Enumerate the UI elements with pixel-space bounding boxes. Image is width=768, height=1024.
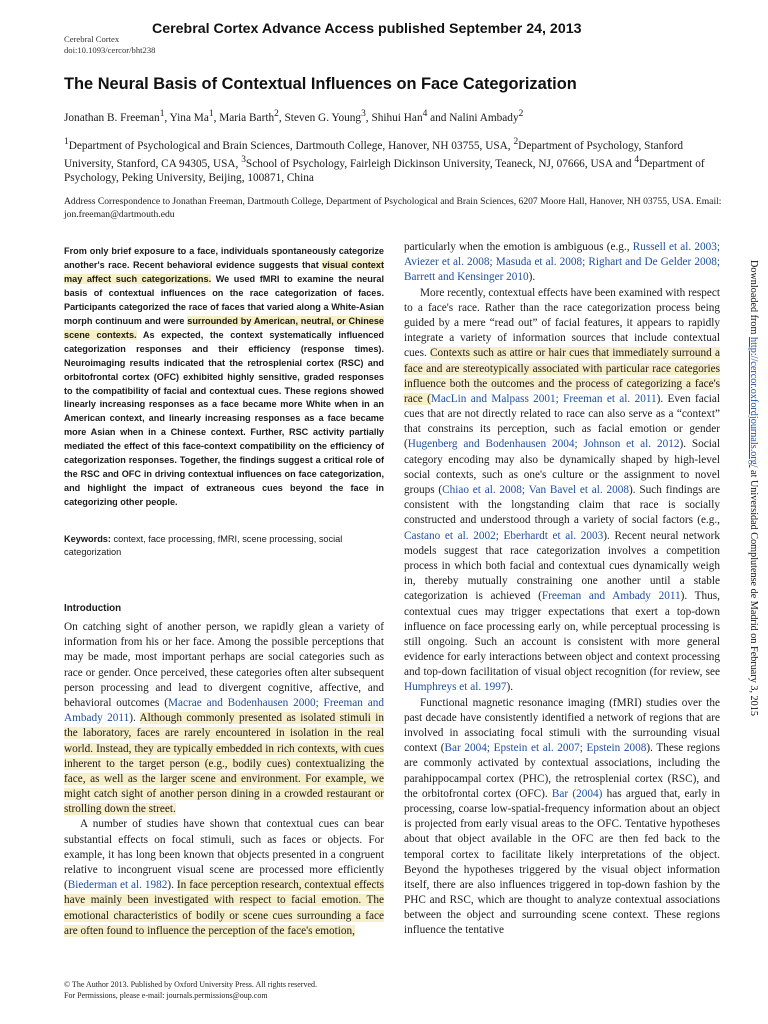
- author-separator: ,: [213, 111, 220, 124]
- paragraph-text: ). Recent neural network models suggest that race categorization involves a competition process in which both facial and contextual cues dynamically weigh in, thereby mutually constraining one another until a stable categorization is achieved (: [404, 529, 720, 603]
- paragraph: [404, 240, 720, 286]
- paper-title: The Neural Basis of Contextual Influences on Face Categorization: [64, 75, 577, 93]
- highlighted-text: In face perception research, contextual effects have mainly been investigated with respect to facial emotion. The emotional characteristics of bodily or scene cues surrounding a face are often found to influence the perception of the face's emotion,: [64, 879, 384, 937]
- citation-link[interactable]: Castano et al. 2002; Eberhardt et al. 2003: [404, 529, 604, 542]
- keywords-label: Keywords:: [64, 534, 111, 544]
- citation-link[interactable]: Humphreys et al. 1997: [404, 681, 507, 694]
- author-separator: and: [427, 111, 450, 124]
- highlighted-text: Contexts such as attire or hair cues that immediately surround a face and are stereotypically associated with particular race categories influence both the outcomes and the process of categorizing a face's race (: [404, 347, 720, 405]
- paragraph-text: ).: [167, 879, 177, 892]
- author-separator: ,: [278, 111, 285, 124]
- paragraph-text: ). Such findings are consistent with the longstanding claim that race is socially constructed and understood through a variety of social factors (e.g.,: [404, 484, 720, 527]
- highlighted-text: Although commonly presented as isolated stimuli in the laboratory, faces are rarely encountered in isolation in the real world. Instead, they are typically embedded in rich contexts, with cues inherent to the target person (e.g., bodily cues) contextualizing the face, as well as the larger scene and environment. For example, we might catch sight of another person dining in a crowded restaurant or strolling down the street.: [64, 712, 384, 816]
- paragraph-text: ). Social category encoding may also be dynamically shaped by high-level social contexts, such as one's culture or the assignment to novel groups (: [404, 438, 720, 496]
- citation-link[interactable]: Biederman et al. 1982: [67, 879, 168, 892]
- permissions-line: For Permissions, please e-mail: journals.permissions@oup.com: [64, 990, 268, 1000]
- correspondence-address: Address Correspondence to Jonathan Freeman, Dartmouth College, Department of Psychological and Brain Sciences, 6207 Moore Hall, Hanover, NH 03755, USA. Email: jon.freeman@dartmouth.edu: [64, 196, 722, 220]
- body-column-left: [64, 620, 384, 939]
- affiliation-number: 3: [241, 154, 246, 165]
- author-name: Maria Barth: [219, 111, 275, 124]
- journal-doi: doi:10.1093/cercor/bht238: [64, 45, 156, 55]
- affiliation-text: Department of Psychology, Stanford University, Stanford, CA 94305, USA,: [64, 139, 684, 170]
- author-affiliation-mark: 2: [518, 109, 524, 119]
- copyright-footer: [64, 980, 317, 1001]
- keywords: [64, 533, 384, 559]
- affiliation-text: School of Psychology, Fairleigh Dickinson University, Teaneck, NJ, 07666, USA and: [245, 157, 635, 170]
- citation-link[interactable]: Macrae and Bodenhausen 2000; Freeman and Ambady 2011: [64, 696, 384, 725]
- affiliation-text: Department of Psychological and Brain Sciences, Dartmouth College, Hanover, NH 03755, USA,: [68, 139, 514, 152]
- affiliation-text: Department of Psychology, Peking University, Beijing, 100871, China: [64, 157, 705, 184]
- author-affiliation-mark: 2: [274, 109, 279, 119]
- journal-info: [64, 34, 155, 56]
- author-name: Yina Ma: [169, 111, 209, 124]
- journal-name: Cerebral Cortex: [64, 34, 120, 44]
- paragraph: [404, 286, 720, 696]
- abstract-highlight: visual context may affect such categorizations.: [64, 259, 384, 284]
- paragraph: [64, 620, 384, 817]
- paragraph-text: ). These regions are commonly activated by contextual associations, including the parahippocampal cortex (PHC), the retrosplenial cortex (RSC), and the orbitofrontal cortex (OFC).: [404, 742, 720, 800]
- affiliation-number: 4: [634, 154, 640, 165]
- paragraph-text: ).: [129, 712, 140, 725]
- paragraph: [64, 817, 384, 939]
- citation-link[interactable]: Bar 2004; Epstein et al. 2007; Epstein 2008: [444, 742, 647, 755]
- paragraph-text: ). Thus, contextual cues may trigger expectations that exert a top-down influence on face processing early on, while perceptual processing is still ongoing. Such an account is consistent with more general evidence for early interactions between object and context processing and top-down facilitation of visual object recognition (for review, see: [404, 590, 720, 679]
- author-name: Shihui Han: [371, 111, 423, 124]
- affiliation-number: 2: [513, 137, 519, 147]
- body-column-right: [404, 240, 720, 939]
- paragraph-text: particularly when the emotion is ambiguous (e.g.,: [404, 241, 633, 253]
- paragraph-text: has argued that, early in processing, coarse low-spatial-frequency information about an object is projected from early visual areas to the OFC. Tentative hypotheses about that object available in the OFC are then fed back to the temporal cortex to facilitate likely interpretations of the object. Beyond the hypotheses triggered by the visual object information itself, there are also influences triggered in top-down fashion by the PHC and RSC, which are thought to analyze contextual associations between the object and surrounding scene context. These regions influence the tentative: [404, 787, 720, 937]
- abstract-text: From only brief exposure to a face, individuals spontaneously categorize another's race. Recent behavioral evidence suggests that: [64, 246, 384, 270]
- citation-link[interactable]: Russell et al. 2003; Aviezer et al. 2008; Masuda et al. 2008; Righart and De Gelder 2008; Barrett and Kensinger 2010: [404, 241, 720, 284]
- paragraph-text: On catching sight of another person, we rapidly glean a variety of information from his or her face. Among the possible perceptions that may be made, most important perhaps are social categories such as race or gender. Once perceived, these categories often alter subsequent person processing and lead to divergent cognitive, affective, and behavioral outcomes (: [64, 621, 384, 709]
- affiliation-number: 1: [64, 137, 69, 147]
- author-affiliation-mark: 3: [361, 109, 366, 119]
- citation-link[interactable]: Hugenberg and Bodenhausen 2004; Johnson et al. 2012: [407, 438, 680, 451]
- author-separator: ,: [365, 111, 372, 124]
- author-list: [64, 109, 523, 124]
- side-note-prefix: Downloaded from: [748, 260, 759, 337]
- citation-link[interactable]: Chiao et al. 2008; Van Bavel et al. 2008: [442, 484, 629, 496]
- side-note-suffix: at Universidad Complutense de Madrid on February 3, 2015: [748, 467, 759, 716]
- author-name: Jonathan B. Freeman: [64, 111, 160, 124]
- paragraph-text: ). Even facial cues that are not directly related to race can also serve as a “context” that constrains its perception, such as facial emotion or gender (: [404, 392, 720, 451]
- advance-access-banner: Cerebral Cortex Advance Access published September 24, 2013: [152, 21, 582, 37]
- abstract: [64, 245, 384, 510]
- paragraph-text: Functional magnetic resonance imaging (fMRI) studies over the past decade have consistently identified a network of regions that are involved in associating focal stimuli with the surrounding visual context (: [404, 696, 720, 755]
- paragraph-text: More recently, contextual effects have been examined with respect to a face's race. Rather than the race categorization process being guided by a mere “read out” of facial features, it appears to rapidly integrate a variety of information sources that include contextual cues.: [404, 286, 720, 360]
- author-affiliation-mark: 1: [159, 109, 165, 119]
- abstract-highlight: surrounded by American, neutral, or Chinese scene contexts.: [64, 315, 384, 340]
- section-heading-introduction: Introduction: [64, 603, 122, 614]
- paragraph: [404, 696, 720, 939]
- abstract-text: As expected, the context systematically influenced categorization responses and their efficiency (response times). Neuroimaging results indicated that the retrosplenial cortex (RSC) and orbitofrontal cortex (OFC) exhibited highly sensitive, graded responses to the compatibility of facial and contextual cues. These regions showed linearly increasing responses as a face became more White when in an American context, and linearly increasing responses as a face became more Asian when in a Chinese context. Further, RSC activity partially mediated the effect of this face-context compatibility on the efficiency of categorization responses. Together, the findings suggest a critical role of the RSC and OFC in driving contextual influences on face categorization, and highlight the impact of extraneous cues beyond the face in categorizing other people.: [64, 329, 385, 508]
- author-name: Steven G. Young: [284, 111, 362, 124]
- keywords-text: context, face processing, fMRI, scene processing, social categorization: [64, 534, 343, 557]
- author-affiliation-mark: 4: [422, 109, 428, 119]
- paragraph-text: ).: [506, 681, 514, 694]
- paragraph-text: ).: [528, 271, 536, 284]
- abstract-text: We used fMRI to examine the neural basis of contextual influences on the race categorization of faces. Participants categorized the race of faces that varied along a White-Asian morph continuum and were: [64, 273, 384, 326]
- download-side-note: [748, 260, 762, 960]
- journal-url-link[interactable]: http://cercor.oxfordjournals.org/: [748, 336, 759, 468]
- author-affiliation-mark: 1: [208, 109, 214, 119]
- citation-link[interactable]: Bar (2004): [551, 787, 603, 800]
- affiliations: [64, 135, 724, 185]
- copyright-line: © The Author 2013. Published by Oxford University Press. All rights reserved.: [64, 980, 318, 989]
- author-name: Nalini Ambady: [449, 111, 519, 124]
- paragraph-text: A number of studies have shown that contextual cues can bear substantial effects on focal stimuli, such as faces or objects. For example, it has long been known that objects presented in a congruent relative to incongruent visual scene are processed more efficiently (: [64, 818, 384, 892]
- author-separator: ,: [164, 111, 170, 124]
- citation-link[interactable]: MacLin and Malpass 2001; Freeman et al. 2011: [430, 392, 657, 405]
- citation-link[interactable]: Freeman and Ambady 2011: [541, 590, 681, 603]
- download-side-note-text: [748, 260, 759, 716]
